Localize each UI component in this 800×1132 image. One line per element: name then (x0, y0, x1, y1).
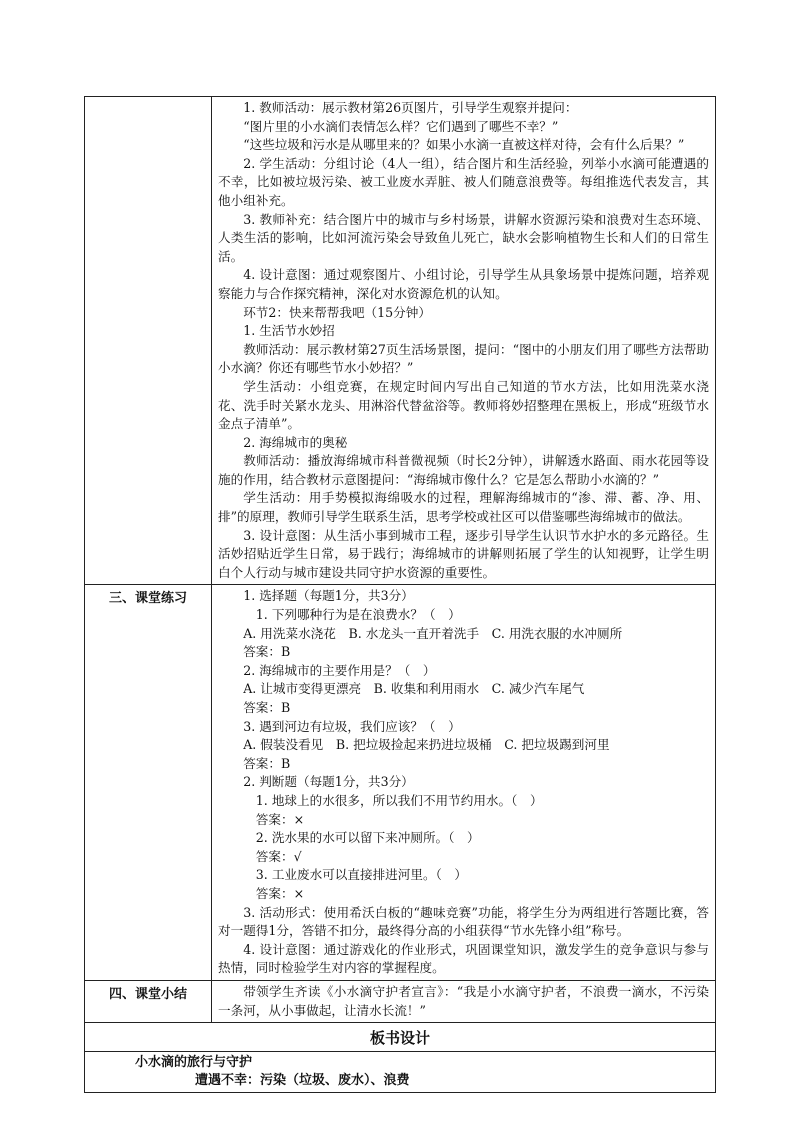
paragraph: “这些垃圾和污水是从哪里来的？如果小水滴一直被这样对待，会有什么后果？” (243, 137, 685, 153)
activity-content-cell (212, 97, 716, 585)
activity-label-cell (85, 97, 212, 585)
board-title: 小水滴的旅行与守护 (135, 1055, 253, 1071)
lesson-plan-page (84, 96, 716, 1093)
paragraph: 学生活动：小组竞赛，在规定时间内写出自己知道的节水方法，比如用洗菜水浇花、洗手时关紧水龙头、用淋浴代替盆浴等。教师将妙招整理在黑板上，形成“班级节水金点子清单”。 (218, 378, 709, 432)
paragraph: 教师活动：播放海绵城市科普微视频（时长2分钟），讲解透水路面、雨水花园等设施的作用，结合教材示意图提问：“海绵城市像什么？它是怎么帮助小水滴的？” (218, 453, 709, 487)
practice-row (85, 585, 716, 980)
summary-label: 四、课堂小结 (85, 980, 212, 1022)
paragraph: 1. 教师活动：展示教材第26页图片，引导学生观察并提问： (243, 100, 578, 115)
paragraph: 3. 设计意图：从生活小事到城市工程，逐步引导学生认识节水护水的多元路径。生活妙招贴近学生日常，易于践行；海绵城市的讲解则拓展了学生的认知视野，让学生明白个人行动与城市建设共同守护水资源的重要性。 (218, 527, 709, 580)
answer: 答案：√ (255, 848, 302, 864)
paragraph: 2. 学生活动：分组讨论（4人一组），结合图片和生活经验，列举小水滴可能遭遇的不幸，比如被垃圾污染、被工业废水弄脏、被人们随意浪费等。每组推选代表发言，其他小组补充。 (218, 155, 709, 208)
question-group-title: 2. 判断题（每题1分，共3分） (243, 774, 414, 790)
answer: 答案：× (255, 885, 305, 901)
lesson-plan-table (84, 96, 716, 1093)
section-heading: 环节2：快来帮帮我吧（15分钟） (243, 304, 431, 320)
paragraph: 3. 教师补充：结合图片中的城市与乡村场景，讲解水资源污染和浪费对生态环境、人类生活的影响，比如河流污染会导致鱼儿死亡，缺水会影响植物生长和人们的日常生活。 (218, 211, 709, 264)
paragraph: 1. 生活节水妙招 (243, 323, 335, 339)
board-heading-row (85, 1023, 716, 1052)
paragraph: 3. 活动形式：使用希沃白板的“趣味竞赛”功能，将学生分为两组进行答题比赛，答对一题得1分，答错不扣分，最终得分高的小组获得“节水先锋小组”称号。 (218, 904, 709, 939)
board-heading: 板书设计 (85, 1023, 716, 1052)
question-group-title: 1. 选择题（每题1分，共3分） (243, 588, 414, 604)
answer: 答案：× (255, 811, 305, 827)
paragraph: 2. 海绵城市的奥秘 (243, 434, 348, 450)
answer: 答案：B (243, 700, 291, 715)
practice-content-cell (212, 585, 716, 980)
question: 1. 下列哪种行为是在浪费水？（ ） (255, 607, 461, 623)
paragraph: 带领学生齐读《小水滴守护者宣言》：“我是小水滴守护者，不浪费一滴水，不污染一条河，从小事做起，让清水长流！” (218, 983, 709, 1018)
question: 3. 工业废水可以直接排进河里。（ ） (255, 867, 468, 883)
practice-label: 三、课堂练习 (85, 585, 212, 980)
options: A. 用洗菜水浇花 B. 水龙头一直开着洗手 C. 用洗衣服的水冲厕所 (243, 625, 623, 641)
answer: 答案：B (243, 755, 291, 771)
question: 2. 海绵城市的主要作用是？（ ） (243, 662, 436, 678)
options: A. 让城市变得更漂亮 B. 收集和利用雨水 C. 减少汽车尾气 (243, 681, 585, 697)
paragraph: 4. 设计意图：通过游戏化的作业形式，巩固课堂知识，激发学生的竞争意识与参与热情，同时检验学生对内容的掌握程度。 (218, 941, 709, 976)
board-content-cell (85, 1052, 716, 1093)
activity-row (85, 97, 716, 585)
paragraph: 教师活动：展示教材第27页生活场景图，提问：“图中的小朋友们用了哪些方法帮助小水滴？你还有哪些节水小妙招？” (218, 341, 709, 376)
paragraph: “图片里的小水滴们表情怎么样？它们遇到了哪些不幸？” (243, 118, 559, 134)
paragraph: 学生活动：用手势模拟海绵吸水的过程，理解海绵城市的“渗、滞、蓄、净、用、排”的原理，教师引导学生联系生活，思考学校或社区可以借鉴哪些海绵城市的做法。 (218, 490, 709, 525)
summary-row (85, 980, 716, 1022)
summary-content-cell (212, 980, 716, 1022)
answer: 答案：B (243, 644, 291, 660)
board-line: 遭遇不幸：污染（垃圾、废水）、浪费 (195, 1073, 410, 1089)
question: 2. 洗水果的水可以留下来冲厕所。（ ） (255, 830, 480, 846)
paragraph: 4. 设计意图：通过观察图片、小组讨论，引导学生从具象场景中提炼问题，培养观察能力与合作探究精神，深化对水资源危机的认知。 (218, 267, 709, 301)
question: 1. 地球上的水很多，所以我们不用节约用水。（ ） (255, 792, 543, 808)
options: A. 假装没看见 B. 把垃圾捡起来扔进垃圾桶 C. 把垃圾踢到河里 (243, 737, 610, 753)
question: 3. 遇到河边有垃圾，我们应该？（ ） (243, 718, 461, 734)
board-content-row (85, 1052, 716, 1093)
